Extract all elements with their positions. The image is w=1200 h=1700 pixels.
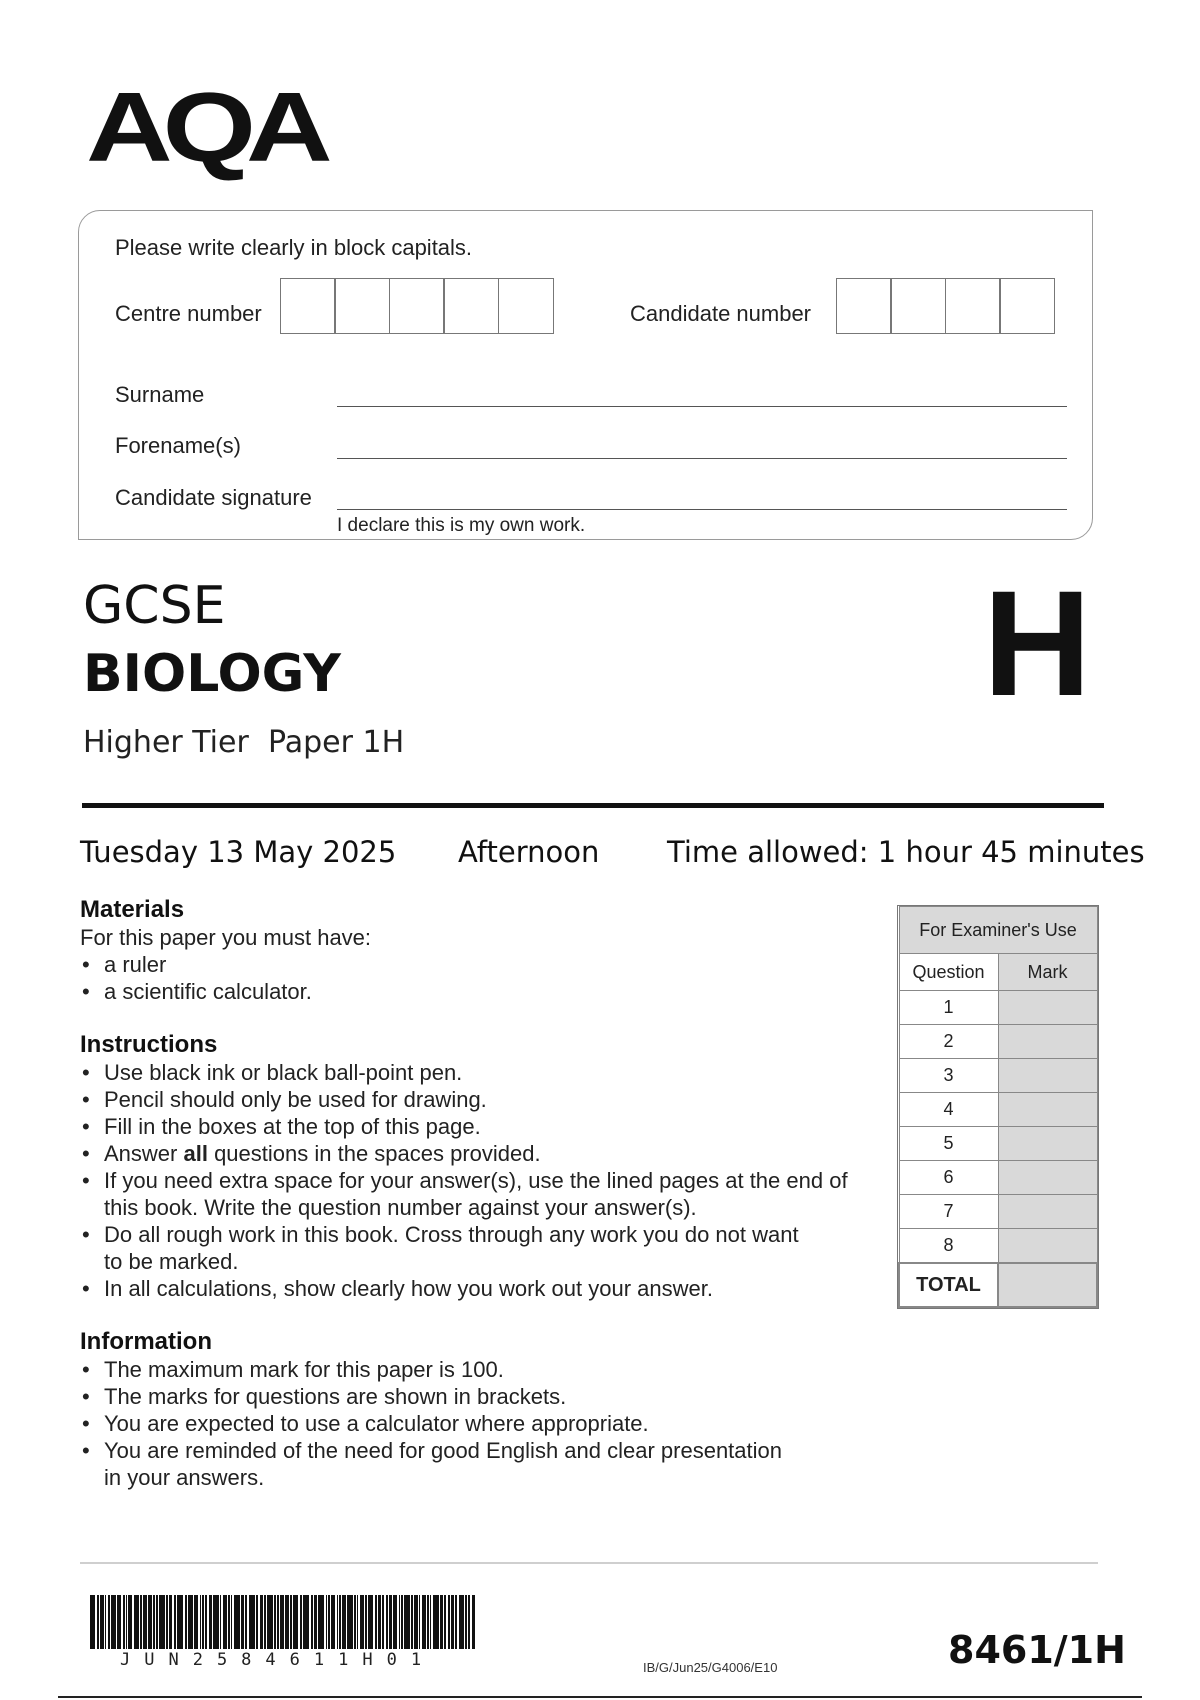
barcode-bar — [401, 1595, 403, 1649]
barcode-bar — [185, 1595, 187, 1649]
barcode-bar — [280, 1595, 284, 1649]
barcode-bar — [108, 1595, 110, 1649]
barcode-bar — [411, 1595, 413, 1649]
barcode-bar — [200, 1595, 202, 1649]
examiner-use-table — [897, 905, 1099, 1309]
block-capitals-instruction: Please write clearly in block capitals. — [115, 235, 473, 260]
barcode-bar — [117, 1595, 121, 1649]
materials-intro: For this paper you must have: — [80, 925, 372, 950]
centre-number-digit[interactable] — [334, 278, 390, 334]
barcode-bar — [378, 1595, 382, 1649]
barcode-bar — [419, 1595, 421, 1649]
instruction-item — [80, 1140, 870, 1167]
barcode-bar — [326, 1595, 328, 1649]
barcode-bar — [126, 1595, 128, 1649]
instruction-text: Answer — [104, 1141, 184, 1166]
candidate-number-digit[interactable] — [999, 278, 1055, 334]
barcode-bar — [194, 1595, 198, 1649]
question-number: 6 — [899, 1161, 998, 1195]
page-bottom-rule — [58, 1696, 1142, 1698]
instruction-text: questions in the spaces provided. — [207, 1141, 541, 1166]
barcode-bar — [472, 1595, 476, 1649]
barcode-bar — [260, 1595, 264, 1649]
barcode-bar — [148, 1595, 152, 1649]
barcode-bar — [267, 1595, 272, 1649]
barcode-bar — [223, 1595, 227, 1649]
information-item: • The maximum mark for this paper is 100. — [80, 1356, 800, 1383]
barcode-bar — [205, 1595, 207, 1649]
barcode-bar — [399, 1595, 401, 1649]
barcode-bar — [318, 1595, 323, 1649]
forenames-label: Forename(s) — [115, 433, 241, 458]
barcode-bar — [277, 1595, 279, 1649]
barcode-bar — [174, 1595, 176, 1649]
instructions-heading: Instructions — [80, 1031, 218, 1058]
question-number: 3 — [899, 1059, 998, 1093]
barcode-bar — [347, 1595, 352, 1649]
barcode-bar — [404, 1595, 409, 1649]
question-number: 1 — [899, 991, 998, 1025]
barcode-bar — [465, 1595, 467, 1649]
centre-number-digit[interactable] — [280, 278, 336, 334]
paper-code: 8461/1H — [948, 1628, 1126, 1672]
barcode-bar — [468, 1595, 470, 1649]
barcode-bar — [105, 1595, 107, 1649]
aqa-logo: AQA — [86, 72, 323, 183]
question-number: 2 — [899, 1025, 998, 1059]
barcode-bar — [357, 1595, 359, 1649]
information-item: • The marks for questions are shown in brackets. — [80, 1383, 800, 1410]
barcode — [90, 1595, 502, 1649]
tier-label: Higher Tier — [83, 725, 249, 760]
instruction-item: • If you need extra space for your answer(s), use the lined pages at the end of this book. Write the question number against your answer(s). — [80, 1167, 870, 1221]
instruction-item: • Use black ink or black ball-point pen. — [80, 1059, 870, 1086]
instruction-item: • Pencil should only be used for drawing. — [80, 1086, 870, 1113]
barcode-bar — [90, 1595, 95, 1649]
mark-cell — [998, 1025, 1097, 1059]
barcode-bar — [368, 1595, 373, 1649]
barcode-bar — [414, 1595, 418, 1649]
centre-number-digit[interactable] — [498, 278, 554, 334]
centre-number-digit[interactable] — [389, 278, 445, 334]
materials-item: • a ruler — [80, 951, 880, 978]
barcode-bar — [264, 1595, 266, 1649]
barcode-bar — [153, 1595, 155, 1649]
barcode-bar — [422, 1595, 426, 1649]
barcode-bar — [256, 1595, 258, 1649]
mark-cell — [998, 991, 1097, 1025]
barcode-bar — [253, 1595, 255, 1649]
instruction-item: • In all calculations, show clearly how you work out your answer. — [80, 1275, 870, 1302]
barcode-bar — [140, 1595, 142, 1649]
qualification-title: GCSE — [83, 576, 226, 636]
barcode-bar — [386, 1595, 388, 1649]
mark-cell — [998, 1229, 1097, 1264]
barcode-bar — [123, 1595, 125, 1649]
barcode-bar — [354, 1595, 356, 1649]
paper-label: Paper 1H — [268, 725, 405, 760]
information-heading: Information — [80, 1328, 212, 1355]
barcode-bar — [249, 1595, 253, 1649]
mark-column-header: Mark — [998, 954, 1097, 991]
barcode-bar — [100, 1595, 104, 1649]
barcode-bar — [134, 1595, 139, 1649]
information-section — [80, 1328, 800, 1491]
surname-label: Surname — [115, 382, 205, 407]
barcode-bar — [202, 1595, 204, 1649]
document-reference: IB/G/Jun25/G4006/E10 — [643, 1660, 778, 1675]
barcode-bar — [177, 1595, 179, 1649]
barcode-bar — [169, 1595, 173, 1649]
barcode-bar — [393, 1595, 397, 1649]
barcode-bar — [342, 1595, 346, 1649]
barcode-bar — [451, 1595, 455, 1649]
barcode-bar — [290, 1595, 292, 1649]
barcode-bar — [444, 1595, 446, 1649]
exam-session: Afternoon — [458, 835, 600, 869]
barcode-bar — [274, 1595, 276, 1649]
barcode-bar — [440, 1595, 444, 1649]
footer-divider — [80, 1562, 1098, 1564]
surname-input-line[interactable] — [337, 406, 1067, 407]
candidate-number-digit[interactable] — [836, 278, 892, 334]
candidate-number-boxes[interactable] — [837, 278, 1055, 334]
mark-cell — [998, 1195, 1097, 1229]
question-number: 8 — [899, 1229, 998, 1264]
barcode-bar — [245, 1595, 247, 1649]
instruction-emphasis: all — [183, 1141, 208, 1166]
barcode-text: JUN2584611H01 — [120, 1650, 436, 1670]
signature-input-line[interactable] — [337, 509, 1067, 510]
barcode-bar — [365, 1595, 367, 1649]
declaration-text: I declare this is my own work. — [337, 515, 586, 536]
signature-label: Candidate signature — [115, 485, 312, 510]
barcode-bar — [448, 1595, 450, 1649]
information-item: • You are expected to use a calculator where appropriate. — [80, 1410, 800, 1437]
centre-number-boxes[interactable] — [281, 278, 554, 334]
candidate-number-digit[interactable] — [890, 278, 946, 334]
question-number: 5 — [899, 1127, 998, 1161]
information-item: • You are reminded of the need for good English and clear presentation in your answers. — [80, 1437, 800, 1491]
barcode-bar — [209, 1595, 213, 1649]
barcode-bar — [159, 1595, 164, 1649]
barcode-bar — [213, 1595, 218, 1649]
materials-section — [80, 896, 880, 1005]
exam-date: Tuesday 13 May 2025 — [80, 835, 397, 869]
mark-cell — [998, 1093, 1097, 1127]
barcode-bar — [389, 1595, 393, 1649]
barcode-bar — [285, 1595, 289, 1649]
centre-number-digit[interactable] — [443, 278, 499, 334]
barcode-bar — [228, 1595, 230, 1649]
barcode-bar — [337, 1595, 339, 1649]
barcode-bar — [143, 1595, 147, 1649]
barcode-bar — [241, 1595, 245, 1649]
barcode-bar — [459, 1595, 464, 1649]
candidate-number-label: Candidate number — [630, 301, 812, 326]
barcode-bar — [455, 1595, 457, 1649]
barcode-bar — [427, 1595, 429, 1649]
barcode-bar — [97, 1595, 99, 1649]
barcode-bar — [328, 1595, 330, 1649]
barcode-bar — [234, 1595, 239, 1649]
barcode-bar — [156, 1595, 158, 1649]
barcode-bar — [305, 1595, 309, 1649]
barcode-bar — [128, 1595, 132, 1649]
barcode-bar — [382, 1595, 384, 1649]
question-number: 7 — [899, 1195, 998, 1229]
centre-number-label: Centre number — [115, 301, 262, 326]
instructions-section — [80, 1031, 870, 1302]
forenames-input-line[interactable] — [337, 458, 1067, 459]
barcode-bar — [231, 1595, 233, 1649]
barcode-bar — [430, 1595, 432, 1649]
total-label: TOTAL — [899, 1263, 998, 1307]
barcode-bar — [311, 1595, 313, 1649]
barcode-bar — [314, 1595, 318, 1649]
candidate-number-digit[interactable] — [945, 278, 1001, 334]
mark-cell — [998, 1127, 1097, 1161]
barcode-bar — [433, 1595, 438, 1649]
title-divider — [82, 803, 1104, 808]
barcode-bar — [375, 1595, 377, 1649]
barcode-bar — [303, 1595, 305, 1649]
barcode-bar — [179, 1595, 183, 1649]
barcode-bar — [166, 1595, 168, 1649]
barcode-bar — [293, 1595, 298, 1649]
mark-cell — [998, 1161, 1097, 1195]
barcode-bar — [220, 1595, 222, 1649]
materials-heading: Materials — [80, 896, 185, 923]
barcode-bar — [300, 1595, 302, 1649]
subject-title: BIOLOGY — [83, 644, 341, 704]
instruction-item: • Fill in the boxes at the top of this page. — [80, 1113, 870, 1140]
barcode-bar — [188, 1595, 193, 1649]
barcode-bar — [331, 1595, 335, 1649]
time-allowed: Time allowed: 1 hour 45 minutes — [667, 835, 1145, 869]
tier-letter: H — [983, 559, 1092, 727]
barcode-bar — [339, 1595, 341, 1649]
question-column-header: Question — [899, 954, 998, 991]
barcode-bar — [360, 1595, 364, 1649]
mark-cell — [998, 1059, 1097, 1093]
instruction-item: • Do all rough work in this book. Cross through any work you do not want to be marked. — [80, 1221, 804, 1275]
barcode-bar — [111, 1595, 116, 1649]
question-number: 4 — [899, 1093, 998, 1127]
materials-item: • a scientific calculator. — [80, 978, 880, 1005]
examiner-use-heading: For Examiner's Use — [899, 907, 1097, 954]
total-mark-cell — [998, 1263, 1097, 1307]
